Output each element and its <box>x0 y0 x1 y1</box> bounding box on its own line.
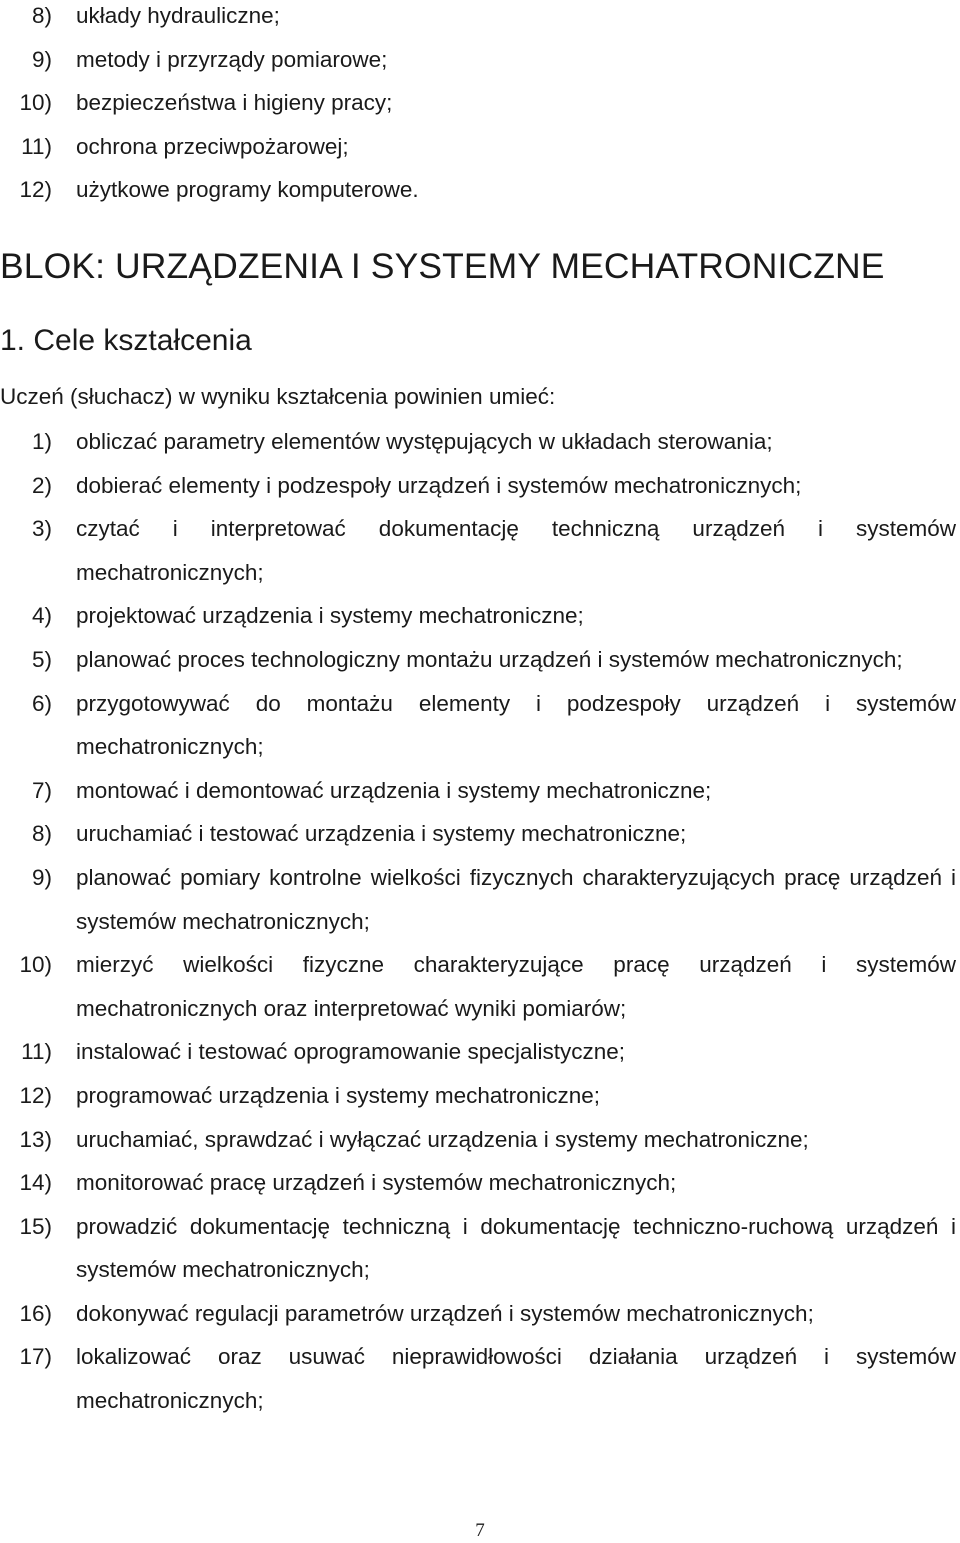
item-text: dokonywać regulacji parametrów urządzeń i systemów mechatronicznych; <box>76 1300 814 1326</box>
item-text: instalować i testować oprogramowanie specjalistyczne; <box>76 1039 626 1065</box>
list-item <box>0 1030 960 1074</box>
item-number: 16) <box>19 1300 52 1326</box>
item-number: 10) <box>19 952 52 978</box>
item-number: 17) <box>19 1344 52 1370</box>
list-item <box>0 1161 960 1205</box>
item-text: montować i demontować urządzenia i systemy mechatroniczne; <box>76 777 712 803</box>
item-number: 11) <box>21 1039 52 1065</box>
list-item <box>0 125 960 169</box>
list-item <box>0 420 960 464</box>
list-item <box>0 812 960 856</box>
list-item <box>0 1118 960 1162</box>
item-text: planować pomiary kontrolne wielkości fizycznych charakteryzujących pracę urządzeń i systemów mechatronicznych; <box>76 864 956 934</box>
item-number: 15) <box>19 1213 52 1239</box>
item-number: 1) <box>31 429 52 454</box>
item-text: lokalizować oraz usuwać nieprawidłowości działania urządzeń i systemów mechatronicznych; <box>76 1344 956 1414</box>
item-number: 3) <box>31 516 52 542</box>
item-number: 14) <box>19 1170 52 1196</box>
item-text: metody i przyrządy pomiarowe; <box>76 46 388 72</box>
list-item <box>0 1335 960 1422</box>
item-text: planować proces technologiczny montażu urządzeń i systemów mechatronicznych; <box>76 646 903 672</box>
item-number: 12) <box>19 177 52 203</box>
item-text: układy hydrauliczne; <box>76 3 280 28</box>
list-item <box>0 0 960 38</box>
list-item <box>0 682 960 769</box>
list-item <box>0 38 960 82</box>
list-item <box>0 638 960 682</box>
item-number: 2) <box>31 472 52 498</box>
list-item <box>0 856 960 943</box>
item-number: 5) <box>31 646 52 672</box>
item-number: 7) <box>31 777 52 803</box>
item-text: uruchamiać, sprawdzać i wyłączać urządzenia i systemy mechatroniczne; <box>76 1126 809 1152</box>
item-number: 8) <box>31 821 52 847</box>
item-text: ochrona przeciwpożarowej; <box>76 133 349 159</box>
list-item <box>0 1074 960 1118</box>
list-item <box>0 81 960 125</box>
item-number: 11) <box>21 133 52 159</box>
list-item <box>0 594 960 638</box>
item-text: przygotowywać do montażu elementy i podzespoły urządzeń i systemów mechatronicznych; <box>76 690 956 760</box>
item-number: 8) <box>31 3 52 28</box>
intro-text: Uczeń (słuchacz) w wyniku kształcenia powinien umieć: <box>0 384 556 409</box>
item-text: czytać i interpretować dokumentację techniczną urządzeń i systemów mechatronicznych; <box>76 516 956 585</box>
page-number: 7 <box>475 1520 485 1541</box>
block-title: BLOK: URZĄDZENIA I SYSTEMY MECHATRONICZNE <box>0 246 885 286</box>
item-text: bezpieczeństwa i higieny pracy; <box>76 90 393 116</box>
list-item <box>0 507 960 594</box>
list-item <box>0 1292 960 1336</box>
item-number: 9) <box>31 864 52 890</box>
item-text: mierzyć wielkości fizyczne charakteryzujące pracę urządzeń i systemów mechatronicznych oraz interpretować wyniki pomiarów; <box>76 952 956 1021</box>
list-item <box>0 464 960 508</box>
list-item <box>0 1205 960 1292</box>
item-text: dobierać elementy i podzespoły urządzeń i systemów mechatronicznych; <box>76 472 802 498</box>
item-text: monitorować pracę urządzeń i systemów mechatronicznych; <box>76 1170 677 1196</box>
item-number: 10) <box>19 90 52 116</box>
item-text: obliczać parametry elementów występujących w układach sterowania; <box>76 429 773 454</box>
item-text: użytkowe programy komputerowe. <box>76 177 419 203</box>
item-number: 12) <box>19 1082 52 1108</box>
list-item <box>0 168 960 212</box>
item-text: prowadzić dokumentację techniczną i dokumentację techniczno-ruchową urządzeń i systemów mechatronicznych; <box>76 1213 956 1283</box>
section-title: 1. Cele kształcenia <box>0 324 252 357</box>
topics-list <box>0 0 960 212</box>
item-number: 9) <box>31 46 52 72</box>
item-text: projektować urządzenia i systemy mechatroniczne; <box>76 603 584 629</box>
item-number: 13) <box>19 1126 52 1152</box>
list-item <box>0 943 960 1030</box>
item-number: 4) <box>31 603 52 629</box>
item-text: programować urządzenia i systemy mechatroniczne; <box>76 1082 600 1108</box>
item-text: uruchamiać i testować urządzenia i systemy mechatroniczne; <box>76 821 687 847</box>
goals-list <box>0 420 960 1423</box>
item-number: 6) <box>31 690 52 716</box>
list-item <box>0 769 960 813</box>
